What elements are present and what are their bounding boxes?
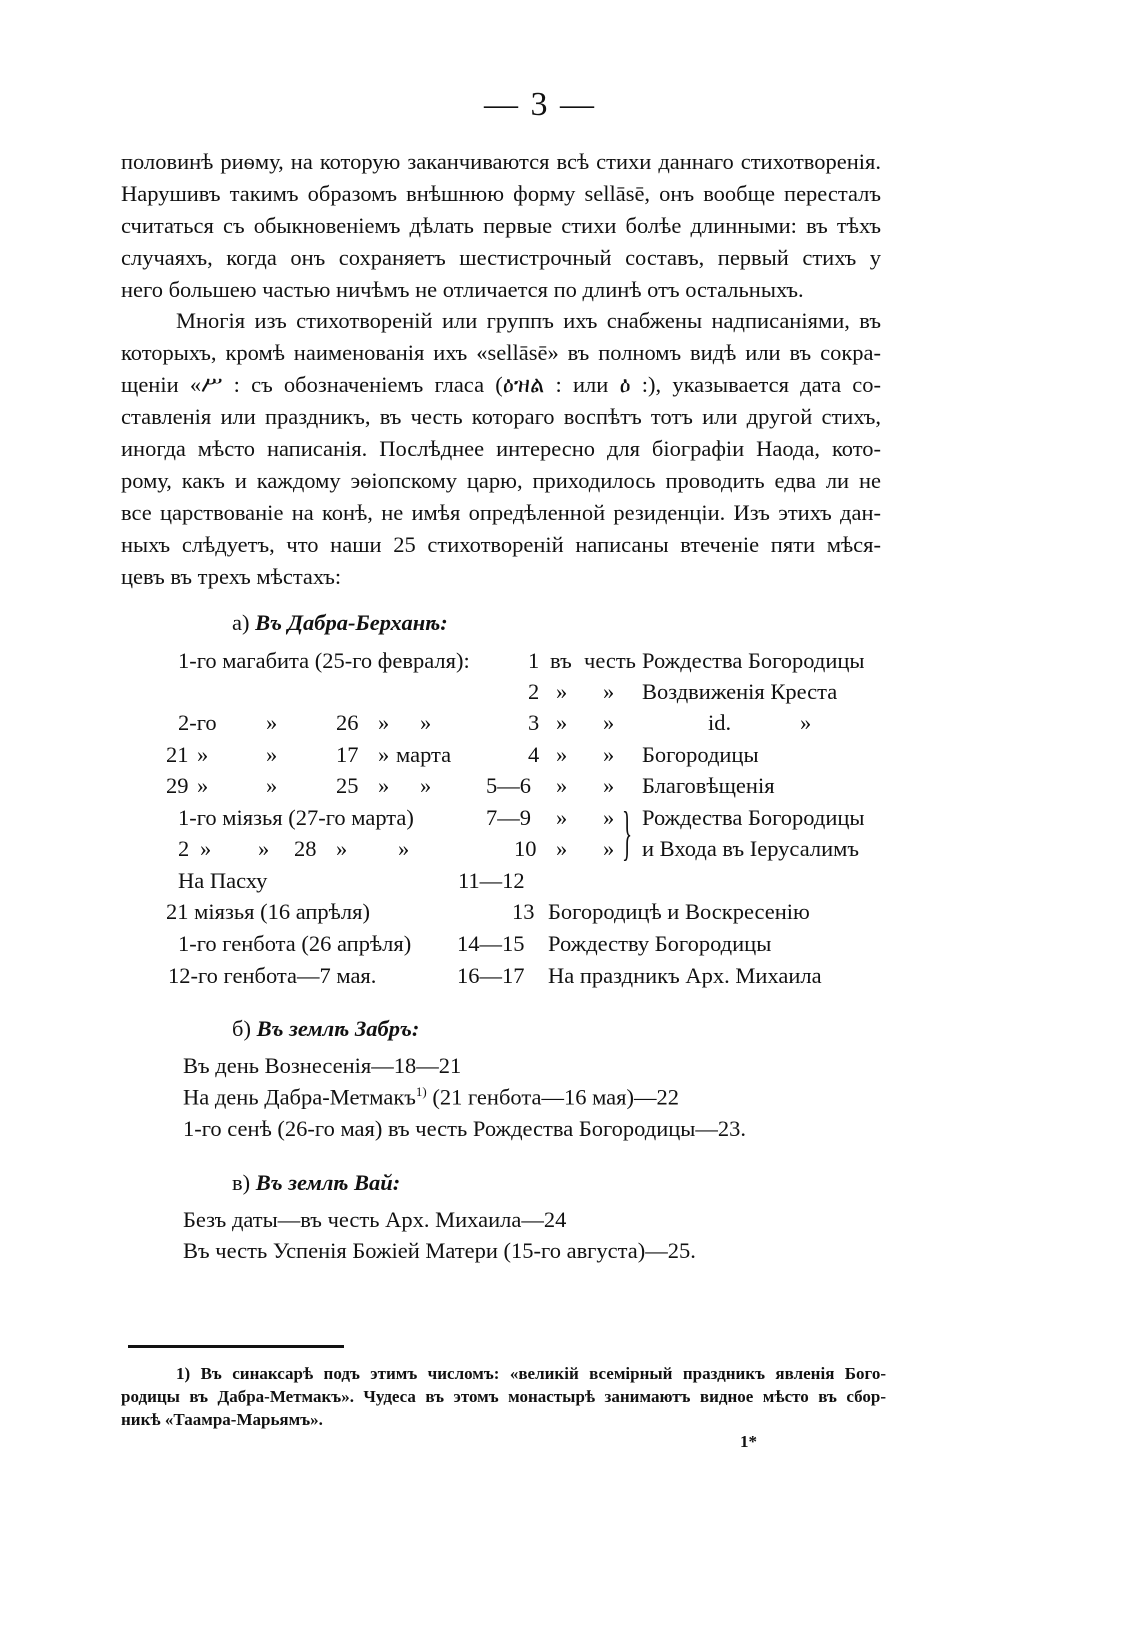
quote-mark: »	[266, 710, 278, 735]
quote-mark: »	[556, 679, 568, 704]
quote-mark: »	[556, 710, 568, 735]
poem-number: 5—6	[486, 773, 531, 798]
text-line: рому, какъ и каждому эѳіопскому царю, приходилось проводить едва ли не	[121, 468, 881, 493]
date-text: 17	[336, 742, 359, 767]
text-line: которыхъ, кромѣ наименованія ихъ «sellāsē» въ полномъ видѣ или въ сокра-	[121, 340, 881, 365]
poem-number: 14—15	[457, 931, 525, 956]
paragraph-2	[121, 305, 881, 593]
dedication-text: id.	[708, 710, 732, 735]
dedication-text: Богородицы	[642, 742, 759, 767]
text-line: ставленія или праздникъ, въ честь котораго воспѣтъ тотъ или другой стихъ,	[121, 404, 881, 429]
text-line: Многія изъ стихотвореній или группъ ихъ снабжены надписаніями, въ	[176, 308, 881, 333]
quote-mark: »	[556, 836, 568, 861]
quote-mark: »	[197, 742, 209, 767]
dedication-text: и Входа въ Іерусалимъ	[642, 836, 860, 861]
quote-mark: »	[556, 742, 568, 767]
footnote-divider	[128, 1345, 344, 1348]
list-item: Безъ даты—въ честь Арх. Михаила—24	[183, 1207, 567, 1232]
quote-mark: »	[603, 805, 615, 830]
quote-mark: »	[603, 742, 615, 767]
footnote	[121, 1362, 886, 1431]
poem-number: 10	[514, 836, 537, 861]
section-v-heading	[232, 1170, 400, 1196]
quote-mark: »	[378, 742, 390, 767]
section-b-heading	[232, 1016, 419, 1042]
footnote-ref-link[interactable]: 1)	[415, 1084, 427, 1099]
section-title: Въ землѣ Вай:	[255, 1170, 401, 1195]
quote-mark: »	[603, 773, 615, 798]
text-segment: (21 генбота—16 мая)—22	[426, 1084, 679, 1110]
poem-number: 13	[512, 899, 535, 924]
quote-mark: »	[266, 742, 278, 767]
date-text: 1-го магабита (25-го февраля):	[178, 648, 470, 673]
date-text: 25	[336, 773, 359, 798]
date-text: 1-го міязья (27-го марта)	[178, 805, 414, 830]
date-text: 1-го генбота (26 апрѣля)	[178, 931, 412, 956]
date-text: 29	[166, 773, 189, 798]
brace-icon: }	[622, 800, 633, 866]
dedication-text: Рождества Богородицы	[642, 648, 865, 673]
date-text: марта	[396, 742, 452, 767]
poem-number: 4	[528, 742, 540, 767]
section-title: Въ землѣ Забръ:	[256, 1016, 420, 1041]
quote-mark: »	[197, 773, 209, 798]
dedication-text: На праздникъ Арх. Михаила	[548, 963, 822, 988]
list-item: Въ честь Успенія Божіей Матери (15-го августа)—25.	[183, 1238, 696, 1263]
dedication-text: Рождеству Богородицы	[548, 931, 772, 956]
section-marker: б)	[232, 1016, 251, 1041]
text-line: него большею частью ничѣмъ не отличается по длинѣ отъ остальныхъ.	[121, 277, 804, 302]
quote-mark: »	[266, 773, 278, 798]
poem-number: 11—12	[458, 868, 525, 893]
text-segment: На день Дабра-Метмакъ	[183, 1084, 416, 1110]
quote-mark: »	[420, 710, 432, 735]
dedication-text: Рождества Богородицы	[642, 805, 865, 830]
dedication-text: Благовѣщенія	[642, 773, 775, 798]
quote-mark: »	[378, 710, 390, 735]
quote-mark: »	[336, 836, 348, 861]
text-line: половинѣ риѳму, на которую заканчиваются всѣ стихи даннаго стихотворенія.	[121, 149, 881, 174]
list-item: 1-го сенѣ (26-го мая) въ честь Рождества Богородицы—23.	[183, 1116, 747, 1141]
section-marker: а)	[232, 610, 250, 635]
quote-mark: »	[603, 836, 615, 861]
text-line: случаяхъ, когда онъ сохраняетъ шестистрочный составъ, первый стихъ у	[121, 245, 881, 270]
quote-mark: »	[420, 773, 432, 798]
poem-number: 3	[528, 710, 540, 735]
quote-mark: »	[556, 773, 568, 798]
quote-mark: »	[556, 805, 568, 830]
quote-mark: въ	[550, 648, 572, 673]
date-text: 26	[336, 710, 359, 735]
quote-mark: »	[200, 836, 212, 861]
quote-mark: »	[800, 710, 812, 735]
footnote-line: никѣ «Таамра-Марьямъ».	[121, 1410, 323, 1429]
text-line: считаться съ обыкновеніемъ дѣлать первые стихи болѣе длинными: въ тѣхъ	[121, 213, 881, 238]
list-item: Въ день Вознесенія—18—21	[183, 1053, 462, 1078]
text-line: иногда мѣсто написанія. Послѣднее интересно для біографіи Наода, кото-	[121, 436, 881, 461]
date-text: 12-го генбота—7 мая.	[168, 963, 377, 988]
date-text: 28	[294, 836, 317, 861]
quote-mark: »	[258, 836, 270, 861]
quote-mark: честь	[584, 648, 636, 673]
date-text: 21 міязья (16 апрѣля)	[166, 899, 370, 924]
section-marker: в)	[232, 1170, 251, 1195]
date-text: 2	[178, 836, 190, 861]
poem-number: 1	[528, 648, 540, 673]
quote-mark: »	[603, 679, 615, 704]
date-text: 2-го	[178, 710, 217, 735]
section-title: Въ Дабра-Берханѣ:	[255, 610, 448, 635]
poem-number: 16—17	[457, 963, 525, 988]
dedication-text: Богородицѣ и Воскресенію	[548, 899, 810, 924]
quote-mark: »	[378, 773, 390, 798]
footnote-line: 1) Въ синаксарѣ подъ этимъ числомъ: «великій всемірный праздникъ явленія Бого-	[176, 1364, 886, 1383]
section-a-heading	[232, 610, 448, 636]
date-text: 21	[166, 742, 189, 767]
paragraph-1	[121, 146, 881, 306]
quote-mark: »	[603, 710, 615, 735]
quote-mark: »	[398, 836, 410, 861]
text-line: Нарушивъ такимъ образомъ внѣшнюю форму sellāsē, онъ вообще пересталъ	[121, 181, 881, 206]
text-line: все царствованіе на конѣ, не имѣя опредѣленной резиденціи. Изъ этихъ дан-	[121, 500, 881, 525]
signature-mark: 1*	[740, 1432, 757, 1451]
text-line: цевъ въ трехъ мѣстахъ:	[121, 564, 342, 589]
poem-number: 2	[528, 679, 540, 704]
text-line: ныхъ слѣдуетъ, что наши 25 стихотвореній написаны втеченіе пяти мѣся-	[121, 532, 881, 557]
date-text: На Пасху	[178, 868, 268, 893]
poem-number: 7—9	[486, 805, 531, 830]
page-number: — 3 —	[484, 86, 596, 123]
list-item	[183, 1084, 679, 1111]
dedication-text: Воздвиженія Креста	[642, 679, 838, 704]
footnote-line: родицы въ Дабра-Метмакъ». Чудеса въ этомъ монастырѣ занимаютъ видное мѣсто въ сбор-	[121, 1387, 886, 1406]
text-line: щеніи «ሥ : съ обозначеніемъ гласа (ዕዝል : или ዕ :), указывается дата со-	[121, 372, 881, 397]
